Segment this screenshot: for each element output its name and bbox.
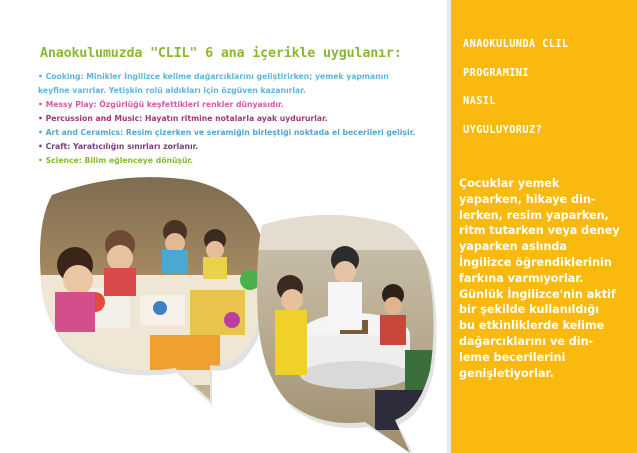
activity-line: • Art and Ceramics: Resim çizerken ve seramiğin birleştiği noktada el becerileri gelişir.	[38, 128, 416, 137]
photo-collage	[0, 170, 447, 453]
description-line: lerken, resim yaparken,	[459, 208, 609, 222]
activity-item-art	[38, 126, 438, 140]
activity-item-percussion	[38, 112, 438, 126]
program-heading-line: UYGULUYORUZ?	[463, 123, 543, 136]
activity-item-cooking	[38, 70, 438, 98]
activity-line: • Messy Play: Özgürlüğü keşfettikleri renkler dünyasıdır.	[38, 100, 284, 109]
program-heading	[463, 38, 637, 152]
description-line: ritm tutarken veya deney	[459, 224, 620, 238]
description-line: Günlük İngilizce'nin aktif	[459, 287, 616, 301]
page-heading: Anaokulumuzda "CLIL" 6 ana içerikle uygulanır:	[40, 46, 402, 61]
description-line: İngilizce öğrendiklerinin	[459, 255, 612, 269]
description-line: yaparken, hikaye din-	[459, 192, 596, 206]
description-line: bu etkinliklerde kelime	[459, 319, 605, 333]
description-line: farkına varmıyorlar.	[459, 271, 584, 285]
activity-line: • Cooking: Minikler İngilizce kelime dağarcıklarını geliştirirken; yemek yapmanın	[38, 72, 389, 81]
description-line: yaparken aslında	[459, 240, 567, 254]
activity-line: • Science: Bilim eğlenceye dönüşür.	[38, 156, 194, 165]
activity-line: • Craft: Yaratıcılığın sınırları zorlanır.	[38, 142, 199, 151]
program-heading-line: NASIL	[463, 95, 496, 107]
activity-item-science	[38, 154, 438, 168]
program-description	[459, 176, 637, 381]
activity-list	[38, 70, 438, 168]
activity-item-craft	[38, 140, 438, 154]
description-line: bir şekilde kullanıldığı	[459, 303, 600, 317]
activity-line: keyfine varırlar. Yetişkin rolü aldıkları için özgüven kazanırlar.	[38, 86, 306, 95]
activity-line: • Percussion and Music: Hayatın ritmine notalarla ayak uydururlar.	[38, 114, 328, 123]
description-line: Çocuklar yemek	[459, 177, 560, 190]
description-line: genişletiyorlar.	[459, 366, 554, 380]
right-panel	[447, 0, 637, 453]
activity-item-messy-play	[38, 98, 438, 112]
program-heading-line: ANAOKULUNDA CLIL	[463, 38, 569, 50]
description-line: dağarcıklarını ve din-	[459, 334, 594, 348]
description-line: leme becerilerini	[459, 350, 566, 364]
program-heading-line: PROGRAMINI	[463, 66, 529, 79]
